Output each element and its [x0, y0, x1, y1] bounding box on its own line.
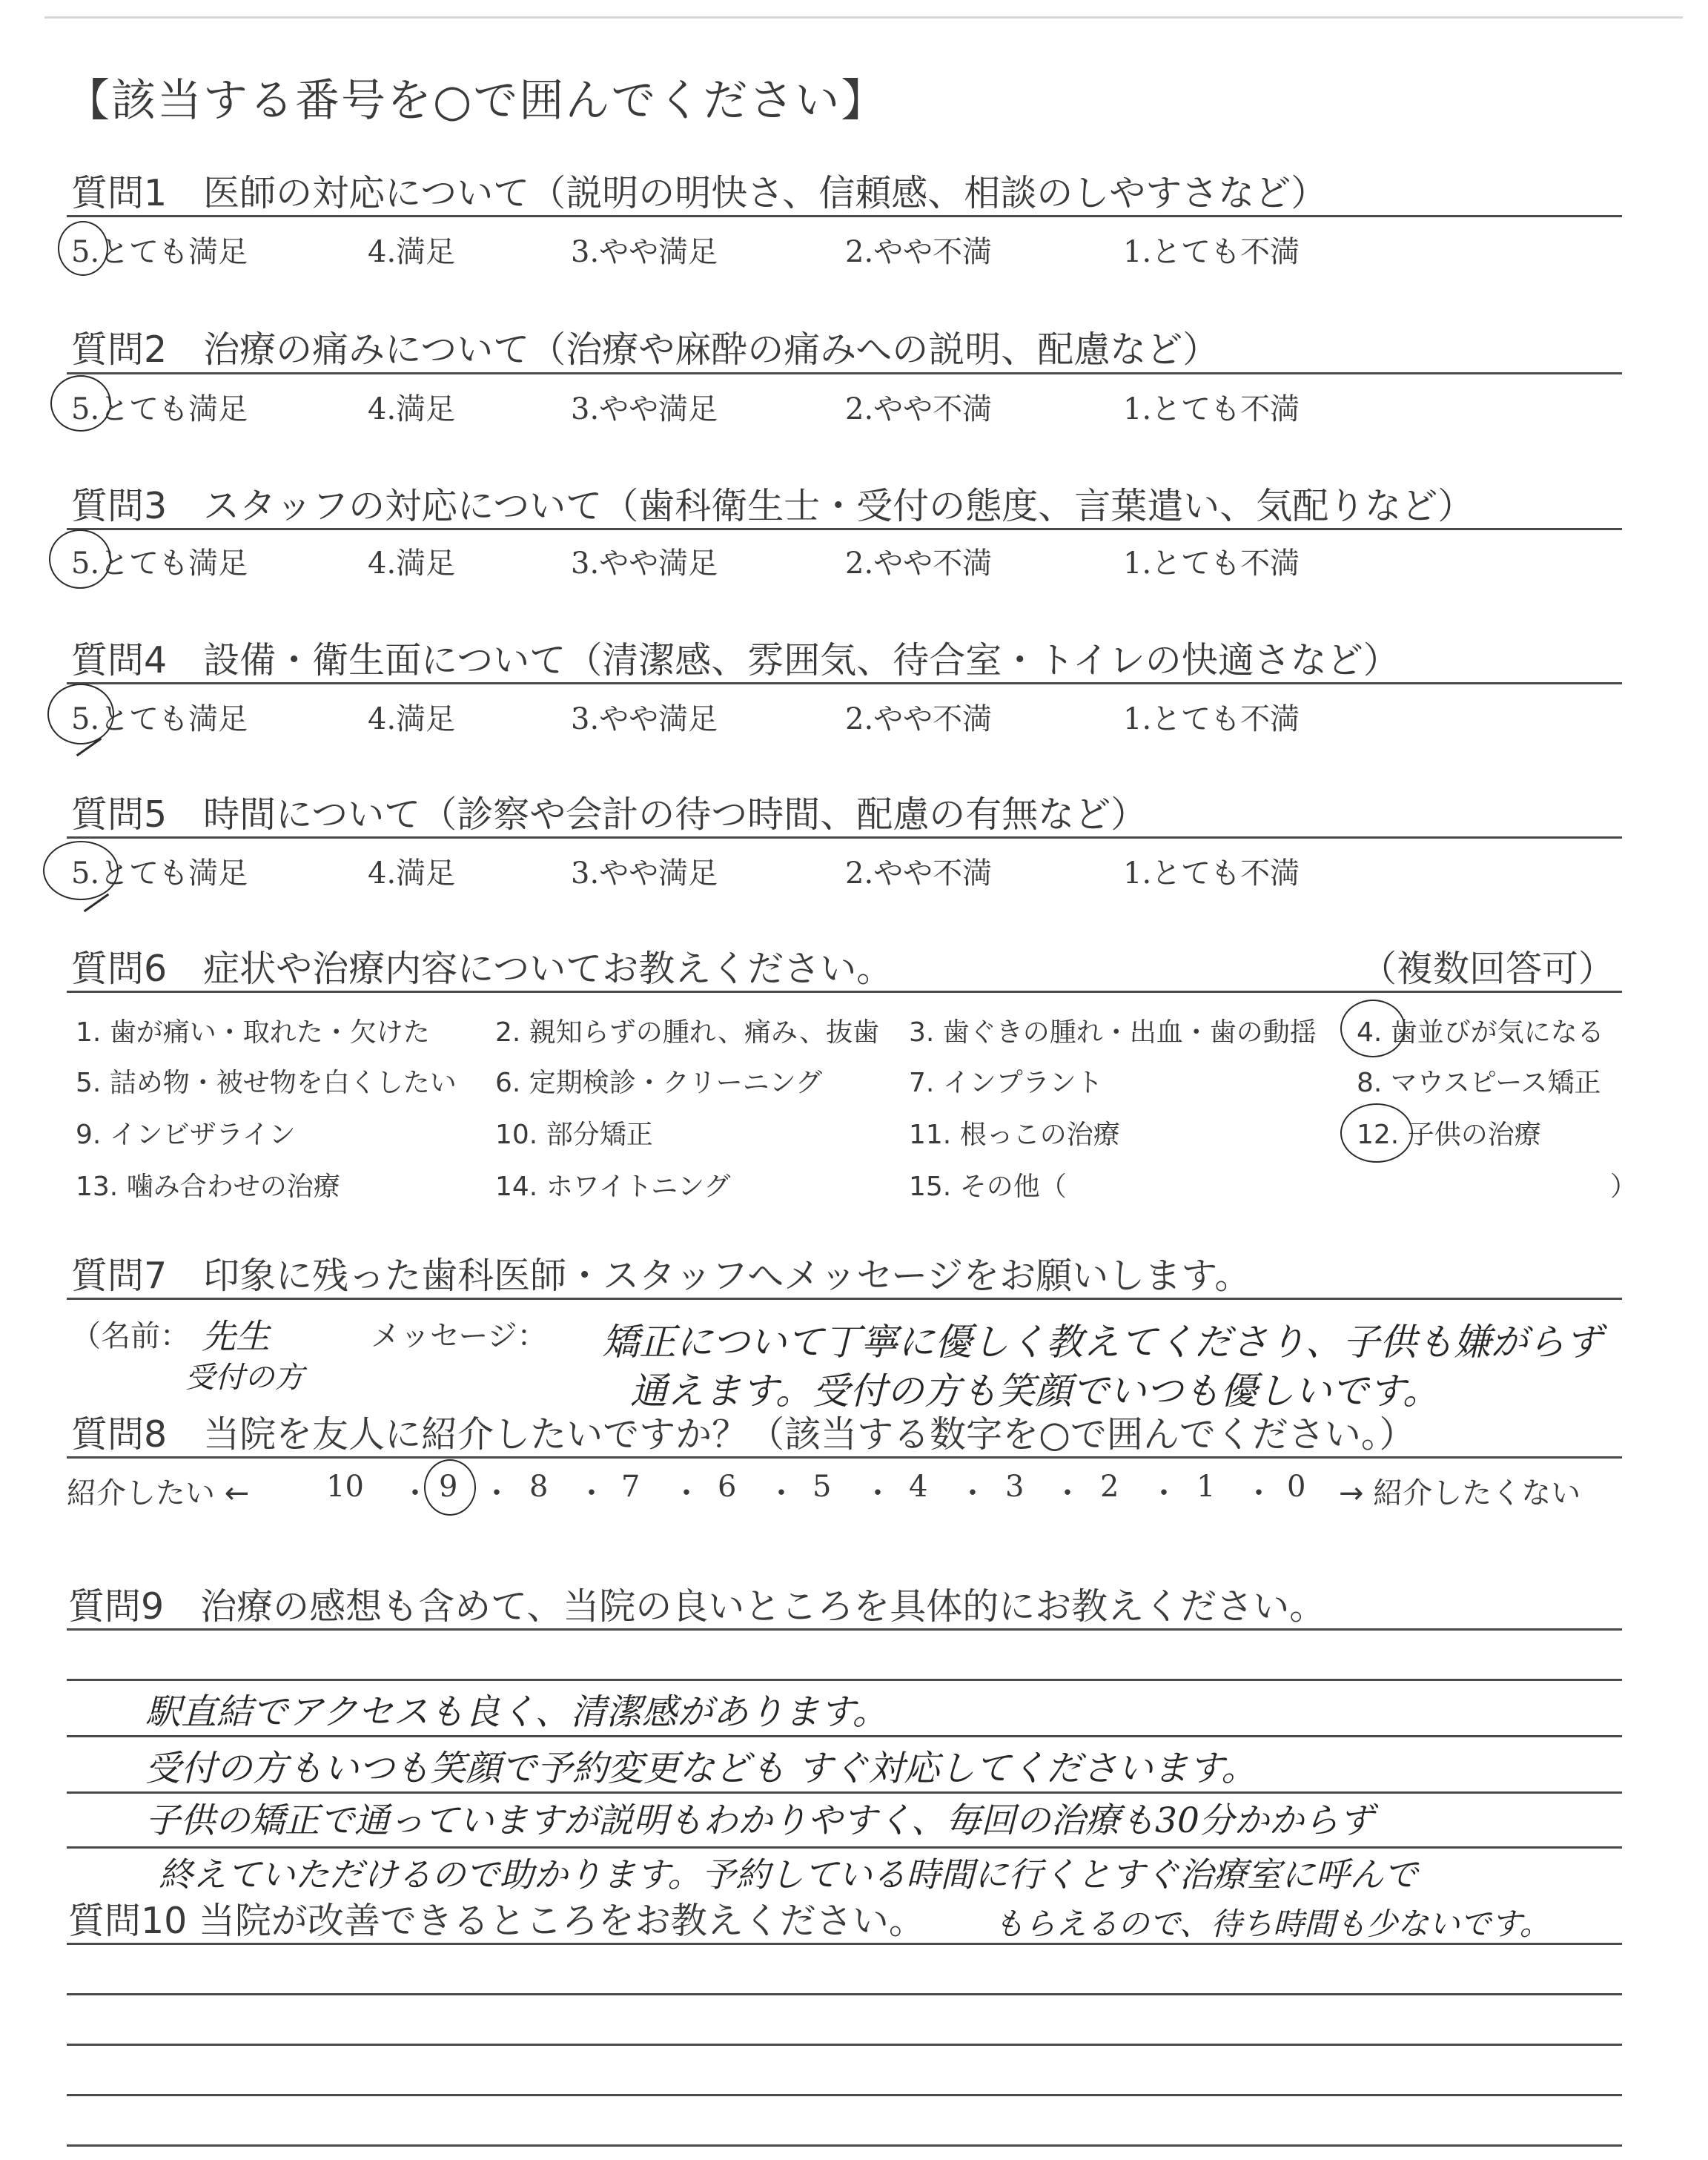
- q6-choice-10[interactable]: 10. 部分矯正: [495, 1120, 653, 1150]
- q6-choice-6[interactable]: 6. 定期検診・クリーニング: [495, 1068, 823, 1098]
- top-border: [44, 16, 1683, 19]
- q9-handwritten-line-5: もらえるので、待ち時間も少ないです。: [993, 1906, 1551, 1942]
- q10-title: 質問10 当院が改善できるところをお教えください。: [68, 1900, 925, 1942]
- q8-separator-dot: ・: [1149, 1476, 1179, 1510]
- q1-rule: [67, 215, 1622, 217]
- q3-answer-circle: [49, 529, 111, 589]
- q3-option-3[interactable]: 3.やや満足: [571, 546, 718, 581]
- q6-choice-15-close-paren: ）: [1610, 1172, 1638, 1202]
- q3-title: 質問3 スタッフの対応について（歯科衛生士・受付の態度、言葉遣い、気配りなど）: [71, 485, 1474, 527]
- q1-option-1[interactable]: 1.とても不満: [1123, 235, 1300, 269]
- q6-note: （複数回答可）: [1360, 948, 1615, 990]
- q6-choice-7[interactable]: 7. インプラント: [909, 1068, 1103, 1098]
- q6-choice-1[interactable]: 1. 歯が痛い・取れた・欠けた: [76, 1017, 430, 1048]
- q4-title: 質問4 設備・衛生面について（清潔感、雰囲気、待合室・トイレの快適さなど）: [71, 639, 1400, 681]
- q2-option-1[interactable]: 1.とても不満: [1123, 392, 1300, 426]
- q8-separator-dot: ・: [1244, 1476, 1274, 1510]
- q8-scale-7[interactable]: 7: [621, 1470, 640, 1504]
- page-title: 【該当する番号を○で囲んでください】: [65, 75, 887, 127]
- q8-scale-10[interactable]: 10: [326, 1470, 364, 1504]
- q8-scale-6[interactable]: 6: [718, 1470, 737, 1504]
- q8-separator-dot: ・: [767, 1476, 796, 1510]
- q9-handwritten-line-1: 駅直結でアクセスも良く、清潔感があります。: [145, 1691, 888, 1733]
- q6-choice-15[interactable]: 15. その他（: [909, 1172, 1067, 1202]
- q6-selected-circle-4: [1340, 1000, 1406, 1057]
- q8-separator-dot: ・: [482, 1476, 512, 1510]
- q2-option-3[interactable]: 3.やや満足: [571, 392, 718, 426]
- q4-option-4[interactable]: 4.満足: [368, 702, 456, 736]
- q2-title: 質問2 治療の痛みについて（治療や麻酔の痛みへの説明、配慮など）: [71, 328, 1219, 371]
- q4-option-5[interactable]: 5.とても満足: [71, 702, 248, 736]
- q8-scale-1[interactable]: 1: [1196, 1470, 1216, 1504]
- q8-separator-dot: ・: [863, 1476, 893, 1510]
- q3-rule: [67, 528, 1622, 530]
- q2-option-5[interactable]: 5.とても満足: [71, 392, 248, 426]
- q8-left-label: 紹介したい ←: [67, 1476, 250, 1510]
- q8-rule: [67, 1456, 1622, 1459]
- q8-scale-9[interactable]: 9: [439, 1470, 458, 1504]
- q5-rule: [67, 836, 1622, 839]
- q1-option-3[interactable]: 3.やや満足: [571, 235, 718, 269]
- q4-option-2[interactable]: 2.やや不満: [845, 702, 993, 736]
- q8-separator-dot: ・: [958, 1476, 987, 1510]
- q6-rule: [67, 991, 1622, 993]
- q8-scale-4[interactable]: 4: [909, 1470, 928, 1504]
- q10-rule-3: [67, 2044, 1622, 2046]
- q10-rule-2: [67, 1993, 1622, 1995]
- q7-name-handwritten-2: 受付の方: [185, 1361, 304, 1395]
- q2-rule: [67, 372, 1622, 374]
- q6-choice-3[interactable]: 3. 歯ぐきの腫れ・出血・歯の動揺: [909, 1017, 1317, 1048]
- q3-option-5[interactable]: 5.とても満足: [71, 546, 248, 581]
- q6-choice-14[interactable]: 14. ホワイトニング: [495, 1172, 731, 1202]
- q8-right-label: → 紹介したくない: [1339, 1476, 1581, 1510]
- q4-rule: [67, 682, 1622, 684]
- q6-selected-circle-12: [1340, 1103, 1413, 1163]
- q1-answer-circle: [58, 221, 108, 276]
- q3-option-2[interactable]: 2.やや不満: [845, 546, 993, 581]
- q5-answer-circle: [43, 841, 119, 900]
- q10-rule-1: [67, 1943, 1622, 1945]
- q1-option-4[interactable]: 4.満足: [368, 235, 456, 269]
- q8-separator-dot: ・: [400, 1476, 430, 1510]
- q1-option-5[interactable]: 5.とても満足: [71, 235, 248, 269]
- q8-scale-3[interactable]: 3: [1005, 1470, 1025, 1504]
- q5-option-5[interactable]: 5.とても満足: [71, 856, 248, 891]
- q3-option-4[interactable]: 4.満足: [368, 546, 456, 581]
- q3-option-1[interactable]: 1.とても不満: [1123, 546, 1300, 581]
- q6-choice-13[interactable]: 13. 噛み合わせの治療: [76, 1172, 340, 1202]
- q5-option-3[interactable]: 3.やや満足: [571, 856, 718, 891]
- q9-title: 質問9 治療の感想も含めて、当院の良いところを具体的にお教えください。: [68, 1585, 1326, 1628]
- q6-choice-9[interactable]: 9. インビザライン: [76, 1120, 296, 1150]
- q6-choice-2[interactable]: 2. 親知らずの腫れ、痛み、抜歯: [495, 1017, 880, 1048]
- q9-rule-3: [67, 1735, 1622, 1737]
- q8-separator-dot: ・: [577, 1476, 606, 1510]
- q4-answer-circle: [47, 684, 114, 744]
- q5-option-4[interactable]: 4.満足: [368, 856, 456, 891]
- q1-option-2[interactable]: 2.やや不満: [845, 235, 993, 269]
- q6-choice-12[interactable]: 12. 子供の治療: [1357, 1120, 1541, 1150]
- q7-name-handwritten-1: 先生: [202, 1316, 270, 1356]
- q7-title: 質問7 印象に残った歯科医師・スタッフへメッセージをお願いします。: [71, 1255, 1251, 1297]
- q8-scale-2[interactable]: 2: [1100, 1470, 1119, 1504]
- q9-rule-2: [67, 1679, 1622, 1681]
- q7-rule: [67, 1298, 1622, 1300]
- q2-option-4[interactable]: 4.満足: [368, 392, 456, 426]
- q8-title: 質問8 当院を友人に紹介したいですか？（該当する数字を○で囲んでください。）: [71, 1413, 1416, 1456]
- q7-message-label: メッセージ：: [371, 1319, 547, 1353]
- q10-rule-5: [67, 2144, 1622, 2147]
- q5-option-2[interactable]: 2.やや不満: [845, 856, 993, 891]
- q8-separator-dot: ・: [672, 1476, 701, 1510]
- q8-scale-8[interactable]: 8: [529, 1470, 549, 1504]
- q4-option-1[interactable]: 1.とても不満: [1123, 702, 1300, 736]
- q7-message-handwritten-1: 矯正について丁寧に優しく教えてくださり、子供も嫌がらず: [602, 1321, 1602, 1364]
- q6-choice-11[interactable]: 11. 根っこの治療: [909, 1120, 1120, 1150]
- q2-answer-circle: [50, 375, 111, 432]
- q6-title: 質問6 症状や治療内容についてお教えください。: [71, 948, 893, 990]
- q9-handwritten-line-3: 子供の矯正で通っていますが説明もわかりやすく、毎回の治療も30分かからず: [145, 1800, 1374, 1841]
- q8-scale-5[interactable]: 5: [812, 1470, 832, 1504]
- q7-message-handwritten-2: 通えます。受付の方も笑顔でいつも優しいです。: [630, 1370, 1440, 1413]
- q8-scale-0[interactable]: 0: [1287, 1470, 1306, 1504]
- q5-title: 質問5 時間について（診察や会計の待つ時間、配慮の有無など）: [71, 793, 1148, 836]
- q6-choice-5[interactable]: 5. 詰め物・被せ物を白くしたい: [76, 1068, 457, 1098]
- q5-option-1[interactable]: 1.とても不満: [1123, 856, 1300, 891]
- q9-rule-1: [67, 1628, 1622, 1631]
- q6-choice-8[interactable]: 8. マウスピース矯正: [1357, 1068, 1601, 1098]
- q8-selected-circle: [424, 1459, 476, 1516]
- q6-choice-4[interactable]: 4. 歯並びが気になる: [1357, 1017, 1604, 1048]
- q1-title: 質問1 医師の対応について（説明の明快さ、信頼感、相談のしやすさなど）: [71, 172, 1328, 214]
- q10-rule-4: [67, 2094, 1622, 2096]
- q9-handwritten-line-2: 受付の方もいつも笑顔で予約変更なども すぐ対応してくださいます。: [145, 1748, 1257, 1789]
- q2-option-2[interactable]: 2.やや不満: [845, 392, 993, 426]
- q9-handwritten-line-4: 終えていただけるので助かります。予約している時間に行くとすぐ治療室に呼んで: [159, 1855, 1418, 1895]
- q7-name-label: （名前：: [71, 1319, 190, 1353]
- q4-option-3[interactable]: 3.やや満足: [571, 702, 718, 736]
- q8-separator-dot: ・: [1053, 1476, 1082, 1510]
